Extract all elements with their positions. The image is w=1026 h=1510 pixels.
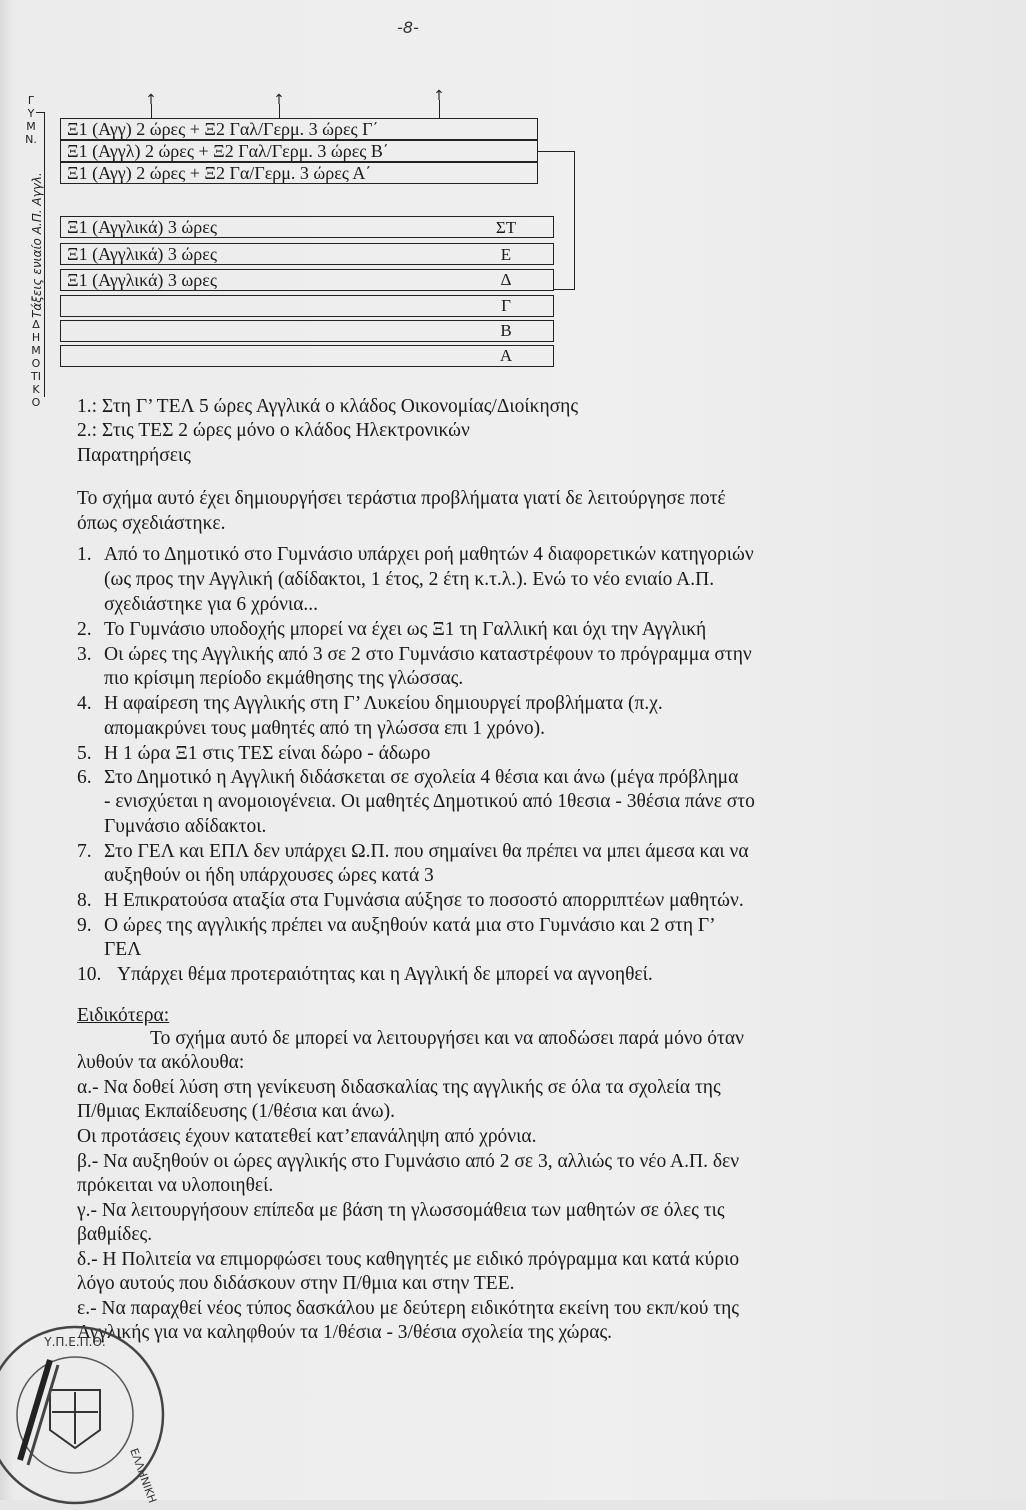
list-item-line: Η αφαίρεση της Αγγλικής στη Γ’ Λυκείου δημιουργεί προβλήματα (π.χ.: [104, 693, 663, 714]
list-item-line: ΓΕΛ: [104, 939, 142, 960]
row-text: Ξ1 (Αγγ) 2 ώρες + Ξ2 Γα/Γερμ. 3 ώρες Α΄: [67, 163, 372, 183]
svg-text:ΕΛΛΗΝΙΚΗ: ΕΛΛΗΝΙΚΗ: [127, 1446, 159, 1505]
page-number: -8-: [397, 18, 419, 37]
specific-line: ε.- Να παραχθεί νέος τύπος δασκάλου με δεύτερη ειδικότητα εκείνη του εκπ/κού της: [77, 1298, 740, 1319]
list-number: 4.: [77, 693, 92, 714]
specific-line: Π/θμιας Εκπαίδευσης (1/θέσια και άνω).: [77, 1101, 396, 1122]
list-item-line: Οι ώρες της Αγγλικής από 3 σε 2 στο Γυμνάσιο καταστρέφουν το πρόγραμμα στην: [104, 644, 752, 665]
list-item-line: Το Γυμνάσιο υποδοχής μπορεί να έχει ως Ξ1 τη Γαλλική και όχι την Αγγλική: [104, 619, 707, 640]
gym-row-c: [60, 118, 538, 140]
up-arrow-icon: ↑: [273, 92, 285, 108]
left-bracket: [36, 112, 44, 113]
primary-row-e: [60, 243, 554, 265]
list-item-line: Γυμνάσιο αδίδακτοι.: [104, 816, 267, 837]
specific-line: β.- Να αυξηθούν οι ώρες αγγλικής στο Γυμνάσιο από 2 σε 3, αλλιώς το νέο Α.Π. δεν: [77, 1151, 740, 1172]
list-item-line: (ως προς την Αγγλική (αδίδακτοι, 1 έτος, 2 έτη κ.τ.λ.). Ενώ το νέο ενιαίο Α.Π.: [104, 569, 715, 590]
grade-label: Ε: [500, 245, 512, 264]
intro-line: όπως σχεδιάστηκε.: [77, 513, 226, 534]
list-item-line: Στο ΓΕΛ και ΕΠΛ δεν υπάρχει Ω.Π. που σημαίνει θα πρέπει να μπει άμεσα και να: [104, 841, 749, 862]
row-text: Ξ1 (Αγγ) 2 ώρες + Ξ2 Γαλ/Γερμ. 3 ώρες Γ΄: [67, 119, 379, 139]
row-text: Ξ1 (Αγγλ) 2 ώρες + Ξ2 Γαλ/Γερμ. 3 ώρες Β΄: [67, 141, 389, 161]
specific-line: πρόκειται να υλοποιηθεί.: [77, 1175, 274, 1196]
specific-line: Αγγλικής για να καληφθούν τα 1/θέσια - 3/θέσια σχολεία της χώρας.: [77, 1322, 613, 1343]
row-text: Ξ1 (Αγγλικά) 3 ώρες: [67, 244, 217, 264]
specific-line: Οι προτάσεις έχουν κατατεθεί κατ’επανάληψη από χρόνια.: [77, 1126, 537, 1147]
list-item-line: σχεδιάστηκε για 6 χρόνια...: [104, 594, 319, 615]
list-number: 8.: [77, 890, 92, 911]
list-number: 7.: [77, 841, 92, 862]
list-item-line: πιο κρίσιμη περίοδο εκμάθησης της γλώσσας.: [104, 668, 464, 689]
connector-line: [554, 289, 575, 290]
list-item-line: Η Επικρατούσα αταξία στα Γυμνάσια αύξησε το ποσοστό απορριπτέων μαθητών.: [104, 890, 744, 911]
connector-line: [574, 151, 575, 289]
official-stamp-icon: [0, 1320, 170, 1510]
intro-line: Το σχήμα αυτό έχει δημιουργήσει τεράστια προβλήματα γιατί δε λειτούργησε ποτέ: [77, 488, 726, 509]
left-bracket: [44, 112, 45, 397]
connector-line: [538, 151, 574, 152]
list-number: 2.: [77, 619, 92, 640]
grade-label: Δ: [500, 270, 512, 289]
row-text: Ξ1 (Αγγλικά) 3 ωρες: [67, 270, 217, 290]
up-arrow-icon: ↑: [433, 88, 445, 104]
list-number: 9.: [77, 915, 92, 936]
specific-line: λυθούν τα ακόλουθα:: [77, 1052, 245, 1073]
specific-line: γ.- Να λειτουργήσουν επίπεδα με βάση τη γλωσσομάθεια των μαθητών σε όλες τις: [77, 1200, 725, 1221]
up-arrow-icon: ↑: [145, 92, 157, 108]
list-item-line: - ενισχύεται η ανομοιογένεια. Οι μαθητές Δημοτικού από 1θεσια - 3θέσια πάνε στο: [104, 791, 755, 812]
primary-row-g: [60, 295, 554, 317]
gym-row-b: [60, 140, 538, 162]
observations-heading: Παρατηρήσεις: [77, 445, 191, 466]
arrow-stem: [439, 100, 440, 118]
list-number: 1.: [77, 544, 92, 565]
specific-line: α.- Να δοθεί λύση στη γενίκευση διδασκαλίας της αγγλικής σε όλα τα σχολεία της: [77, 1077, 721, 1098]
arrow-stem: [151, 104, 152, 118]
list-item-line: αυξηθούν οι ήδη υπάρχουσες ώρες κατά 3: [104, 865, 434, 886]
specific-line: βαθμίδες.: [77, 1224, 153, 1245]
list-number: 5.: [77, 743, 92, 764]
list-item-line: Υπάρχει θέμα προτεραιότητας και η Αγγλική δε μπορεί να αγνοηθεί.: [117, 964, 653, 985]
list-item-line: Από το Δημοτικό στο Γυμνάσιο υπάρχει ροή μαθητών 4 διαφορετικών κατηγοριών: [104, 544, 754, 565]
primary-row-a: [60, 345, 554, 367]
primary-row-st: [60, 216, 554, 238]
gym-row-a: [60, 162, 538, 184]
handwritten-side-note: Τάξεις ενιαίο Α.Π. Αγγλ.: [30, 172, 44, 318]
specific-line: δ.- Η Πολιτεία να επιμορφώσει τους καθηγητές με ειδικό πρόγραμμα και κατά κύριο: [77, 1249, 740, 1270]
arrow-stem: [279, 104, 280, 118]
list-number: 10.: [77, 964, 102, 985]
list-item-line: Στο Δημοτικό η Αγγλική διδάσκεται σε σχολεία 4 θέσια και άνω (μέγα πρόβλημα: [104, 767, 739, 788]
grade-label: Γ: [501, 296, 511, 315]
primary-row-d: [60, 269, 554, 291]
grade-label: Α: [499, 346, 513, 365]
stamp-text: Υ.Π.Ε.Π.Θ.: [44, 1335, 106, 1349]
grade-label: ΣΤ: [495, 218, 517, 237]
list-item-line: Ο ώρες της αγγλικής πρέπει να αυξηθούν κατά μια στο Γυμνάσιο και 2 στη Γ’: [104, 915, 716, 936]
side-label-primary: ΔΗΜΟΤΙΚΟ: [31, 318, 41, 409]
grade-label: Β: [500, 321, 512, 340]
specifically-heading: Ειδικότερα:: [77, 1005, 170, 1026]
list-number: 6.: [77, 767, 92, 788]
list-number: 3.: [77, 644, 92, 665]
list-item-line: απομακρύνει τους μαθητές από τη γλώσσα επι 1 χρόνο).: [104, 718, 545, 739]
side-label-gymnasium: ΓΥΜΝ.: [25, 94, 37, 146]
note-line: 1.: Στη Γ’ ΤΕΛ 5 ώρες Αγγλικά ο κλάδος Οικονομίας/Διοίκησης: [77, 396, 579, 417]
list-item-line: Η 1 ώρα Ξ1 στις ΤΕΣ είναι δώρο - άδωρο: [104, 743, 431, 764]
primary-row-b: [60, 320, 554, 342]
specific-line: λόγο αυτούς που διδάσκουν στην Π/θμια και στην ΤΕΕ.: [77, 1273, 515, 1294]
note-line: 2.: Στις ΤΕΣ 2 ώρες μόνο ο κλάδος Ηλεκτρονικών: [77, 420, 470, 441]
row-text: Ξ1 (Αγγλικά) 3 ώρες: [67, 217, 217, 237]
specific-line: Το σχήμα αυτό δε μπορεί να λειτουργήσει και να αποδώσει παρά μόνο όταν: [150, 1028, 744, 1049]
